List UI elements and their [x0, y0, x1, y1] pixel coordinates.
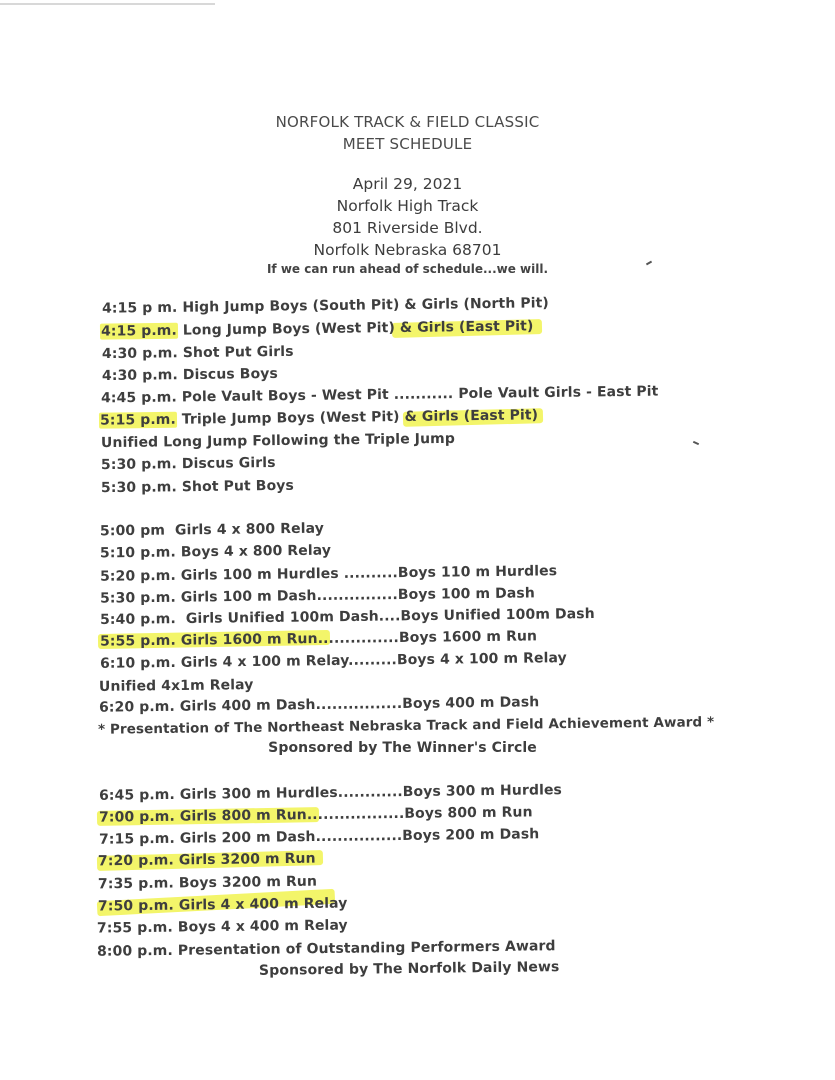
running-event-row	[99, 826, 539, 847]
page-subtitle: MEET SCHEDULE	[342, 135, 473, 153]
field-event-row	[102, 295, 549, 316]
event-name-highlighted: Girls (East Pit)	[417, 318, 534, 336]
running-event-row	[99, 694, 539, 715]
event-name: Girls 400 m Dash................Boys 400 m Dash	[179, 694, 540, 715]
schedule-note: If we can run ahead of schedule...we will.	[266, 262, 549, 276]
field-event-row	[100, 318, 534, 339]
venue-name: Norfolk High Track	[336, 197, 479, 215]
event-name: Boys 4 x 400 m Relay	[177, 917, 348, 936]
running-event-row	[100, 606, 595, 628]
running-event-row	[100, 650, 567, 672]
event-time: 5:30 p.m.	[99, 589, 176, 607]
event-name: Girls 100 m Dash...............Boys 100 m Dash	[180, 585, 535, 606]
field-event-row	[101, 478, 294, 496]
field-event-row	[99, 407, 538, 428]
event-time: 4:45 p.m.	[100, 389, 177, 407]
event-name: Girls Unified 100m Dash....Boys Unified 100m Dash	[185, 605, 595, 627]
event-name: Triple Jump Boys (West Pit) &	[181, 408, 417, 428]
event-time: 4:15 p.m.	[100, 322, 177, 340]
event-name: Girls 3200 m Run	[178, 850, 316, 869]
event-name: Shot Put Girls	[182, 343, 294, 362]
event-time: 7:20 p.m.	[97, 852, 174, 870]
venue-city: Norfolk Nebraska 68701	[313, 241, 502, 259]
scan-speck	[693, 441, 699, 445]
event-time: 6:20 p.m.	[98, 698, 175, 716]
event-name: Shot Put Boys	[181, 477, 294, 496]
event-name: Pole Vault Boys - West Pit ........... Pole Vault Girls - East Pit	[181, 383, 659, 406]
award-sponsor: Sponsored by The Norfolk Daily News	[258, 959, 560, 979]
event-time: 4:30 p.m.	[101, 367, 178, 385]
page-title: NORFOLK TRACK & FIELD CLASSIC	[275, 113, 540, 131]
field-event-row	[101, 455, 276, 473]
running-event-row	[100, 563, 557, 585]
event-time: 5:30 p.m.	[100, 479, 177, 497]
running-event-row	[100, 585, 535, 606]
event-time: 5:30 p.m.	[100, 456, 177, 474]
running-event-row	[100, 543, 331, 562]
running-event-row	[97, 938, 556, 960]
event-name: Discus Boys	[182, 365, 278, 384]
field-event-row	[101, 431, 455, 451]
event-time: 5:15 p.m.	[99, 411, 176, 429]
event-name: Unified Long Jump Following the Triple Jump	[100, 430, 456, 452]
event-time: 5:10 p.m.	[99, 544, 176, 562]
running-event-row	[99, 677, 254, 695]
event-time: 5:00 pm	[99, 522, 166, 540]
event-time: 5:55 p.m.	[99, 632, 176, 650]
running-event-row	[100, 628, 537, 649]
event-name: Long Jump Boys (West Pit) &	[182, 319, 413, 339]
event-time: 7:55 p.m.	[96, 919, 173, 937]
field-event-row	[102, 344, 294, 362]
event-time: 6:45 p.m.	[98, 786, 175, 804]
venue-street: 801 Riverside Blvd.	[332, 219, 483, 237]
meet-date: April 29, 2021	[352, 175, 463, 193]
award-presentation: * Presentation of The Northeast Nebraska Track and Field Achievement Award *	[97, 714, 715, 738]
event-time: 7:00 p.m.	[98, 808, 175, 826]
field-event-row	[101, 384, 659, 407]
running-event-row	[99, 804, 533, 825]
event-time: 4:15 p m.	[101, 299, 178, 317]
event-time: 6:10 p.m.	[99, 654, 176, 672]
scan-edge-line	[0, 3, 215, 5]
event-name: Girls 4 x 100 m Relay.........Boys 4 x 100 m Relay	[180, 650, 567, 671]
event-name: Unified 4x1m Relay	[98, 677, 254, 695]
running-event-row	[98, 851, 316, 870]
running-event-row	[98, 895, 348, 914]
event-name: Girls 200 m Dash................Boys 200 m Dash	[179, 826, 540, 847]
event-name: Girls 4 x 400 m Relay	[178, 895, 348, 914]
event-name: Girls 300 m Hurdles............Boys 300 m Hurdles	[179, 782, 563, 803]
event-name-highlighted: Girls (East Pit)	[421, 407, 539, 425]
running-event-row	[99, 782, 562, 804]
running-event-row	[97, 917, 348, 936]
event-time: 7:15 p.m.	[98, 830, 175, 848]
running-event-row	[100, 521, 324, 540]
event-time: 5:40 p.m.	[99, 611, 176, 629]
event-name: Girls 1600 m Run...............Boys 1600 m Run	[180, 628, 538, 649]
event-name: Boys 3200 m Run	[178, 873, 318, 892]
event-name: Girls 100 m Hurdles ..........Boys 110 m Hurdles	[180, 563, 558, 584]
award-sponsor: Sponsored by The Winner's Circle	[268, 740, 537, 756]
event-name: High Jump Boys (South Pit) & Girls (North Pit)	[182, 295, 549, 316]
event-name: Girls 4 x 800 Relay	[174, 520, 324, 539]
event-time: 5:20 p.m.	[99, 567, 176, 585]
event-name: Presentation of Outstanding Performers Award	[177, 938, 556, 959]
event-time: 8:00 p.m.	[96, 942, 173, 960]
running-event-row	[98, 874, 317, 893]
event-time: 7:50 p.m.	[97, 897, 174, 915]
event-name: Girls 800 m Run..................Boys 800 m Run	[179, 804, 533, 825]
event-time: 4:30 p.m.	[101, 345, 178, 363]
event-name: Discus Girls	[181, 454, 276, 473]
event-time: 7:35 p.m.	[97, 875, 174, 893]
field-event-row	[102, 366, 278, 384]
event-name: Boys 4 x 800 Relay	[180, 542, 332, 561]
